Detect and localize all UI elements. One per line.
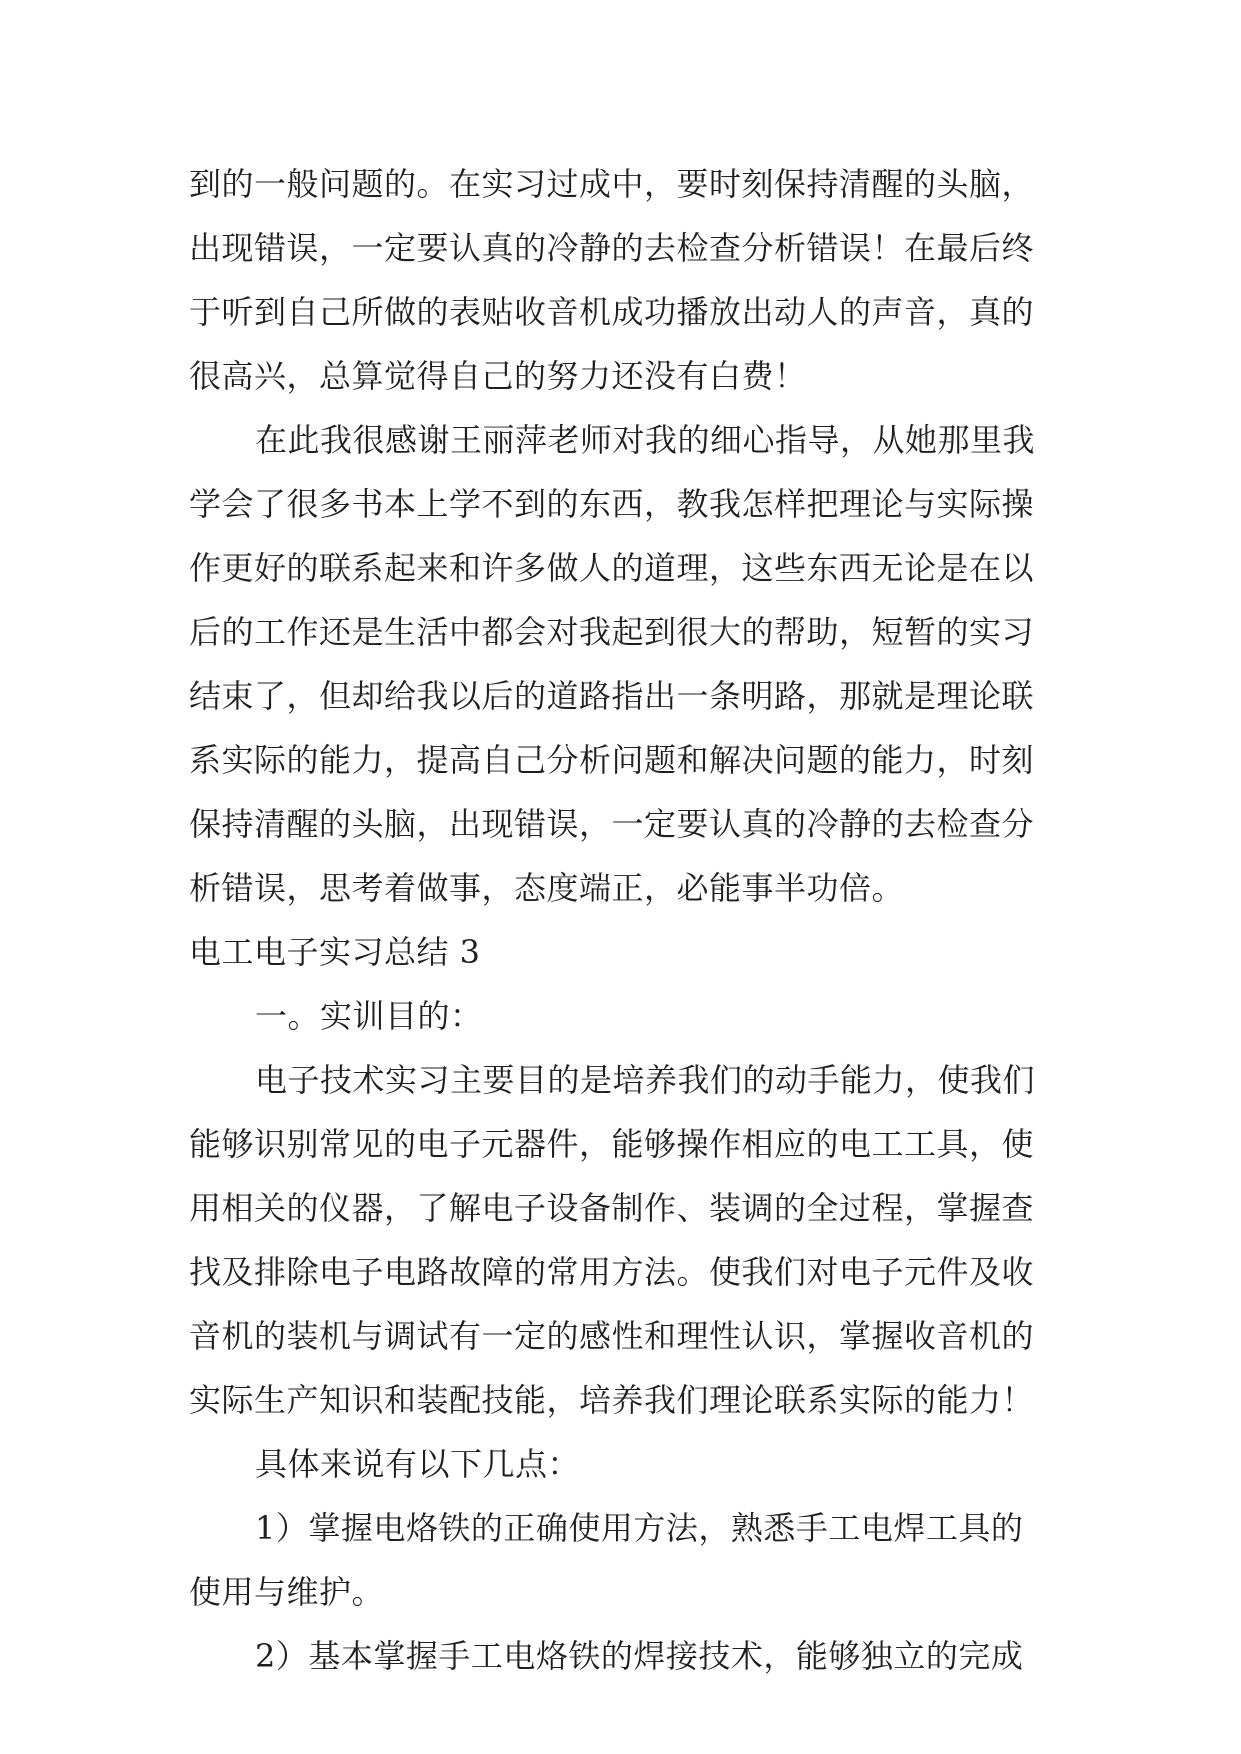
paragraph-start: 在此我很感谢王丽萍老师对我的细心指导，从她那里我 bbox=[255, 421, 1036, 459]
text-line: 用相关的仪器，了解电子设备制作、装调的全过程，掌握查 bbox=[189, 1189, 1035, 1227]
paragraph-start: 电子技术实习主要目的是培养我们的动手能力，使我们 bbox=[255, 1061, 1036, 1099]
paragraph-start: 具体来说有以下几点： bbox=[255, 1445, 581, 1483]
text-line: 能够识别常见的电子元器件，能够操作相应的电工工具，使 bbox=[189, 1125, 1035, 1163]
text-line: 出现错误，一定要认真的冷静的去检查分析错误！在最后终 bbox=[189, 229, 1035, 267]
text-line: 学会了很多书本上学不到的东西，教我怎样把理论与实际操 bbox=[189, 485, 1035, 523]
text-line: 析错误，思考着做事，态度端正，必能事半功倍。 bbox=[189, 869, 905, 907]
text-line: 于听到自己所做的表贴收音机成功播放出动人的声音，真的 bbox=[189, 293, 1035, 331]
text-line: 找及排除电子电路故障的常用方法。使我们对电子元件及收 bbox=[189, 1253, 1035, 1291]
text-line: 结束了，但却给我以后的道路指出一条明路，那就是理论联 bbox=[189, 677, 1035, 715]
list-item: 1）掌握电烙铁的正确使用方法，熟悉手工电焊工具的 bbox=[255, 1509, 1024, 1547]
text-line: 使用与维护。 bbox=[189, 1573, 385, 1611]
text-line: 音机的装机与调试有一定的感性和理性认识，掌握收音机的 bbox=[189, 1317, 1035, 1355]
text-line: 后的工作还是生活中都会对我起到很大的帮助，短暂的实习 bbox=[189, 613, 1035, 651]
subsection-heading: 一。实训目的： bbox=[255, 997, 483, 1035]
section-heading: 电工电子实习总结 3 bbox=[189, 933, 481, 971]
text-line: 保持清醒的头脑，出现错误，一定要认真的冷静的去检查分 bbox=[189, 805, 1035, 843]
text-line: 作更好的联系起来和许多做人的道理，这些东西无论是在以 bbox=[189, 549, 1035, 587]
text-line: 实际生产知识和装配技能，培养我们理论联系实际的能力！ bbox=[189, 1381, 1035, 1419]
list-item: 2）基本掌握手工电烙铁的焊接技术，能够独立的完成 bbox=[255, 1637, 1024, 1675]
text-line: 到的一般问题的。在实习过成中，要时刻保持清醒的头脑， bbox=[189, 165, 1035, 203]
text-line: 很高兴，总算觉得自己的努力还没有白费！ bbox=[189, 357, 807, 395]
text-line: 系实际的能力，提高自己分析问题和解决问题的能力，时刻 bbox=[189, 741, 1035, 779]
